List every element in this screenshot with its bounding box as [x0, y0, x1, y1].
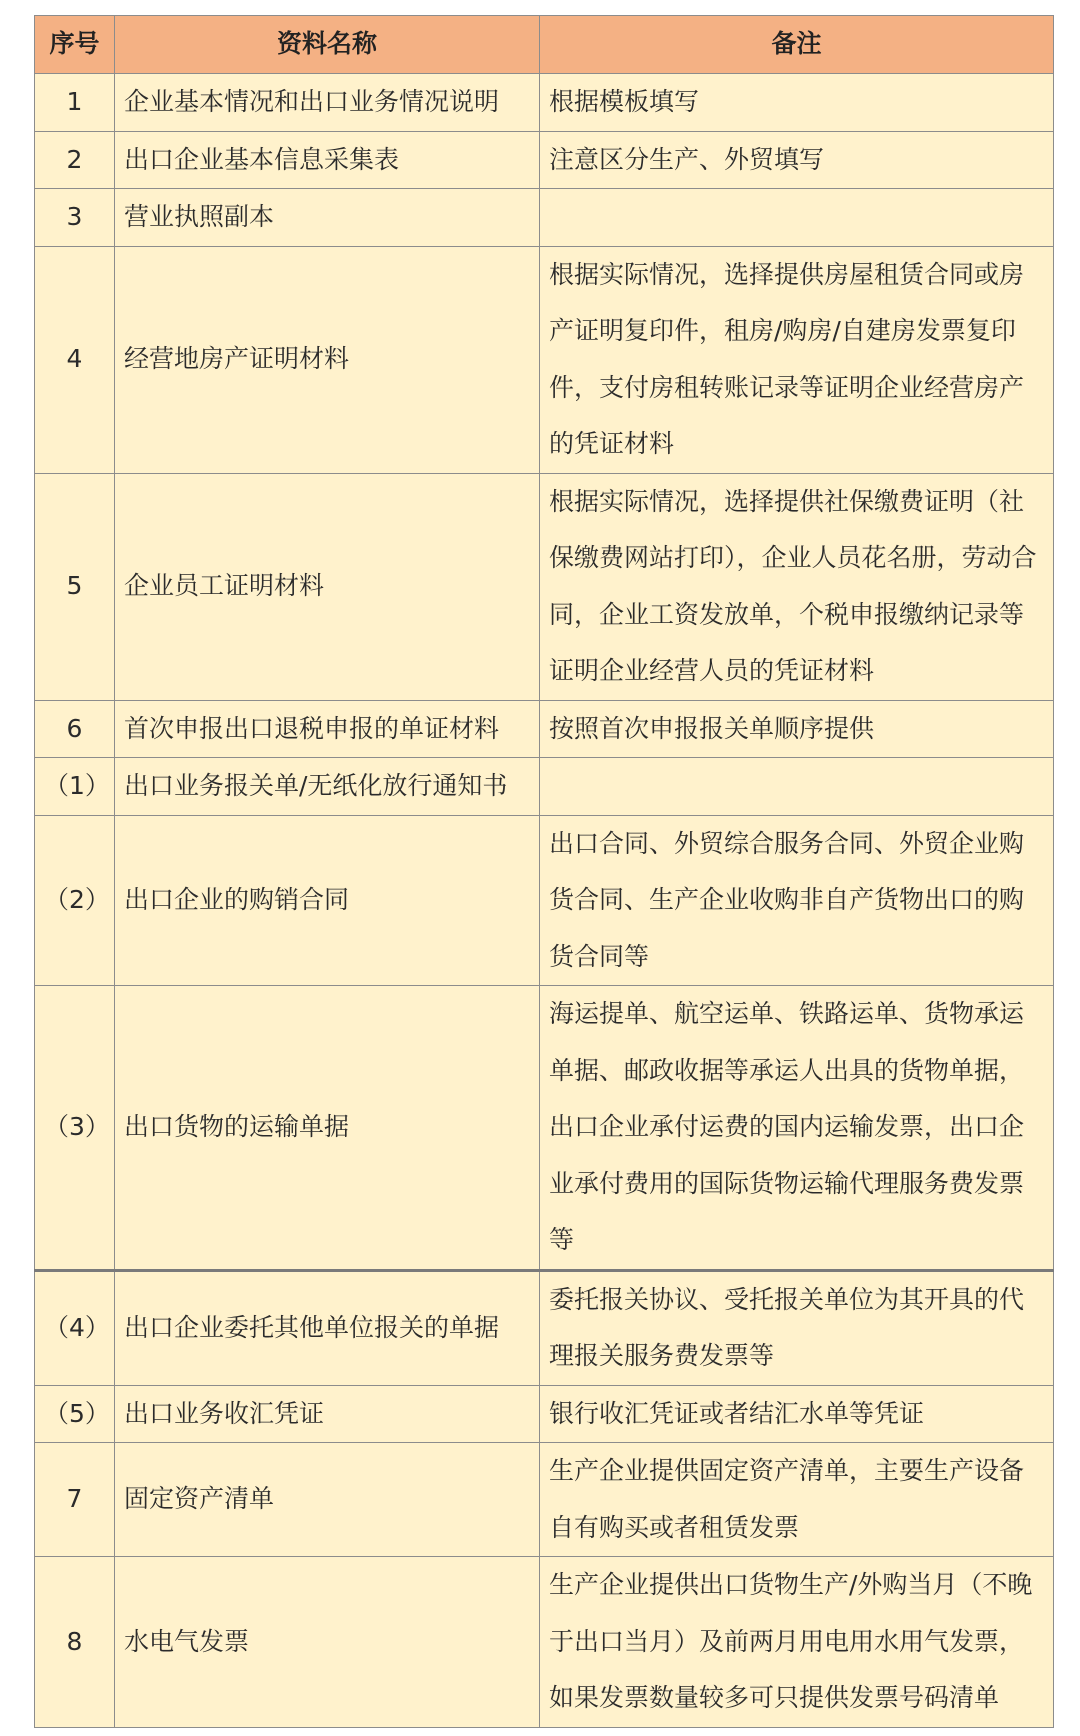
table-row — [35, 74, 1054, 132]
table-row — [35, 131, 1054, 189]
table-row — [35, 815, 1054, 986]
header-serial-number: 序号 — [35, 16, 115, 74]
table-row — [35, 246, 1054, 473]
row-serial-number: （5） — [35, 1385, 115, 1443]
table-row — [35, 189, 1054, 247]
row-serial-number: 4 — [35, 246, 115, 473]
row-remarks: 注意区分生产、外贸填写 — [540, 131, 1054, 189]
row-serial-number: 8 — [35, 1557, 115, 1728]
row-material-name: 企业员工证明材料 — [115, 473, 540, 700]
header-remarks: 备注 — [540, 16, 1054, 74]
table-header-row — [35, 16, 1054, 74]
table-row — [35, 1385, 1054, 1443]
materials-table — [34, 15, 1054, 1728]
row-remarks: 生产企业提供出口货物生产/外购当月（不晚于出口当月）及前两月用电用水用气发票，如果发票数量较多可只提供发票号码清单 — [540, 1557, 1054, 1728]
table-row — [35, 1443, 1054, 1557]
row-remarks: 按照首次申报报关单顺序提供 — [540, 700, 1054, 758]
row-remarks: 银行收汇凭证或者结汇水单等凭证 — [540, 1385, 1054, 1443]
row-remarks — [540, 189, 1054, 247]
table-row — [35, 473, 1054, 700]
row-remarks: 根据实际情况，选择提供社保缴费证明（社保缴费网站打印），企业人员花名册，劳动合同，企业工资发放单，个税申报缴纳记录等证明企业经营人员的凭证材料 — [540, 473, 1054, 700]
row-serial-number: 2 — [35, 131, 115, 189]
row-serial-number: 7 — [35, 1443, 115, 1557]
row-remarks: 委托报关协议、受托报关单位为其开具的代理报关服务费发票等 — [540, 1270, 1054, 1385]
row-material-name: 出口业务收汇凭证 — [115, 1385, 540, 1443]
row-material-name: 出口货物的运输单据 — [115, 986, 540, 1271]
row-remarks: 海运提单、航空运单、铁路运单、货物承运单据、邮政收据等承运人出具的货物单据，出口企业承付运费的国内运输发票，出口企业承付费用的国际货物运输代理服务费发票等 — [540, 986, 1054, 1271]
row-serial-number: （3） — [35, 986, 115, 1271]
row-remarks — [540, 758, 1054, 816]
table-row — [35, 986, 1054, 1271]
row-remarks: 根据模板填写 — [540, 74, 1054, 132]
document-table-container — [34, 15, 1053, 1728]
row-serial-number: 1 — [35, 74, 115, 132]
row-material-name: 首次申报出口退税申报的单证材料 — [115, 700, 540, 758]
row-material-name: 出口企业的购销合同 — [115, 815, 540, 986]
row-material-name: 经营地房产证明材料 — [115, 246, 540, 473]
row-serial-number: 6 — [35, 700, 115, 758]
row-material-name: 固定资产清单 — [115, 1443, 540, 1557]
row-material-name: 出口企业基本信息采集表 — [115, 131, 540, 189]
row-material-name: 出口企业委托其他单位报关的单据 — [115, 1270, 540, 1385]
row-serial-number: 5 — [35, 473, 115, 700]
row-material-name: 水电气发票 — [115, 1557, 540, 1728]
row-serial-number: （1） — [35, 758, 115, 816]
row-material-name: 出口业务报关单/无纸化放行通知书 — [115, 758, 540, 816]
row-serial-number: （2） — [35, 815, 115, 986]
row-remarks: 生产企业提供固定资产清单，主要生产设备自有购买或者租赁发票 — [540, 1443, 1054, 1557]
row-material-name: 企业基本情况和出口业务情况说明 — [115, 74, 540, 132]
row-serial-number: 3 — [35, 189, 115, 247]
row-material-name: 营业执照副本 — [115, 189, 540, 247]
table-row — [35, 1270, 1054, 1385]
row-remarks: 根据实际情况，选择提供房屋租赁合同或房产证明复印件，租房/购房/自建房发票复印件，支付房租转账记录等证明企业经营房产的凭证材料 — [540, 246, 1054, 473]
row-remarks: 出口合同、外贸综合服务合同、外贸企业购货合同、生产企业收购非自产货物出口的购货合同等 — [540, 815, 1054, 986]
table-row — [35, 700, 1054, 758]
header-material-name: 资料名称 — [115, 16, 540, 74]
row-serial-number: （4） — [35, 1270, 115, 1385]
table-row — [35, 758, 1054, 816]
table-row — [35, 1557, 1054, 1728]
